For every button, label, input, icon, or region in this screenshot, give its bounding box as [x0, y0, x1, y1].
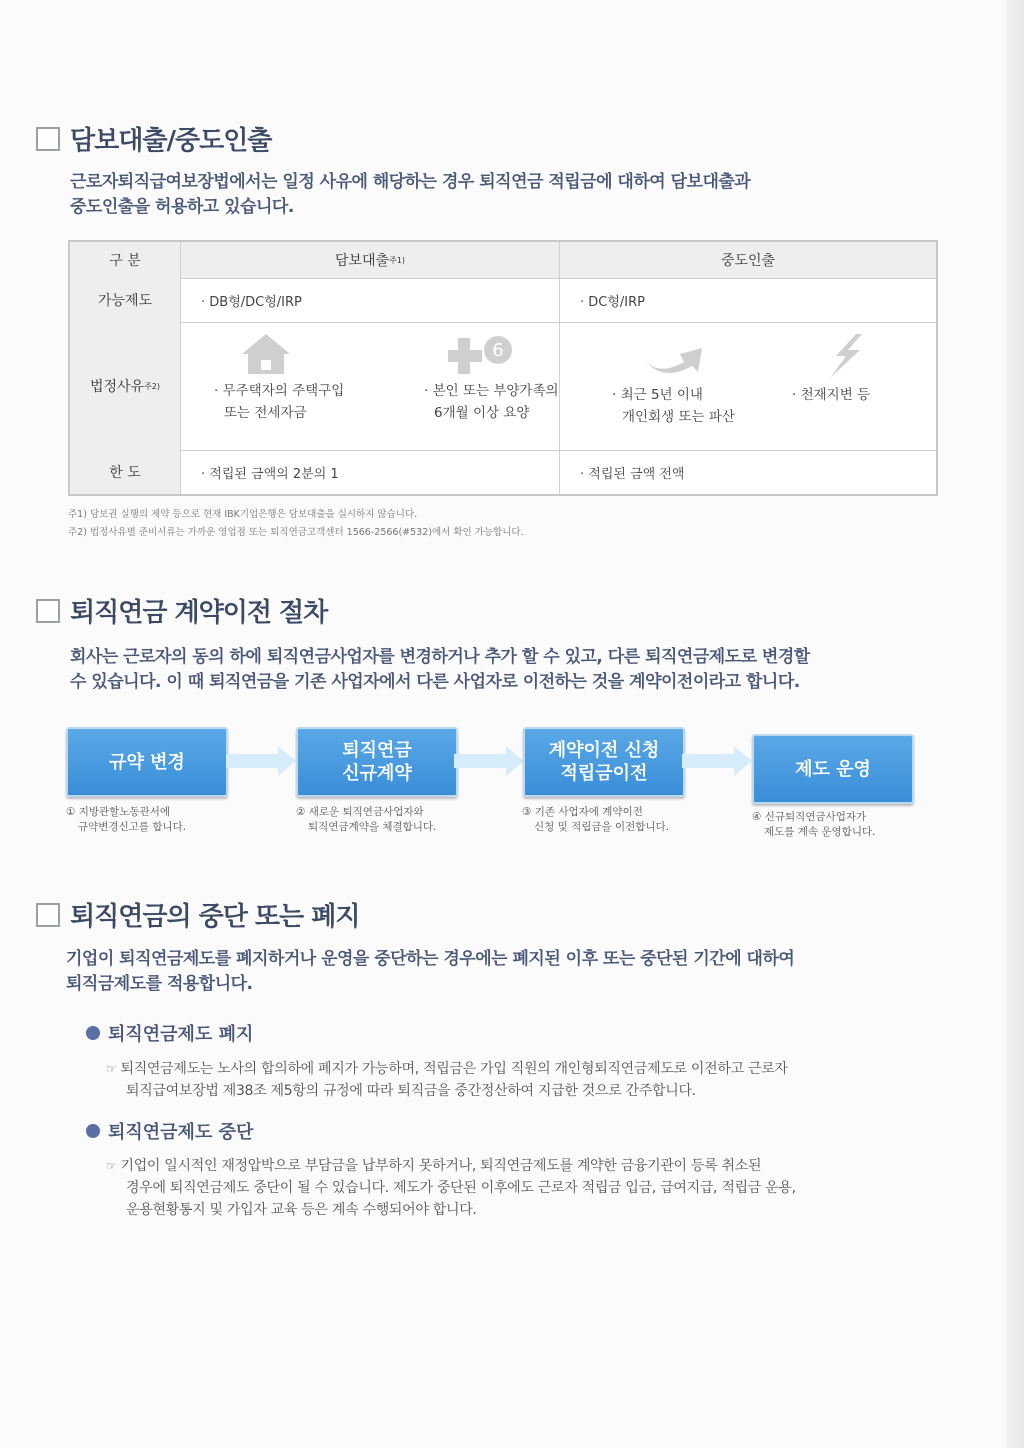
pointing-hand-icon: ☞ [106, 1159, 117, 1173]
table-header-loan: 담보대출 주1) [181, 242, 559, 278]
table-cell: · DC형/IRP [580, 294, 645, 310]
footnotes [68, 506, 524, 542]
table-cell: · DB형/DC형/IRP [201, 294, 302, 310]
svg-text:6: 6 [492, 340, 504, 361]
page-edge [1006, 0, 1024, 1448]
section-title-text: 퇴직연금의 중단 또는 폐지 [70, 902, 360, 932]
reason-item: 6 · 본인 또는 부양가족의 6개월 이상 요양 [408, 332, 578, 424]
intro-line: 회사는 근로자의 동의 하에 퇴직연금사업자를 변경하거나 추가 할 수 있고, 다른 퇴직연금제도로 변경할 [70, 647, 810, 667]
flow-arrow-icon [226, 746, 296, 776]
checkbox-square-icon [36, 127, 60, 151]
reason-item: · 무주택자의 주택구입 또는 전세자금 [198, 332, 368, 424]
flow-caption-2: ② 새로운 퇴직연금사업자와 퇴직연금계약을 체결합니다. [296, 806, 437, 833]
flow-step-2: 퇴직연금 신규계약 [296, 727, 458, 797]
flow-step-4: 제도 운영 [752, 734, 914, 804]
footnote-2: 주2) 법정사유별 준비서류는 가까운 영업점 또는 퇴직연금고객센터 1566-2566(#532)에서 확인 가능합니다. [68, 527, 524, 538]
flow-caption-1: ① 지방관할노동관서에 규약변경신고를 합니다. [66, 806, 187, 833]
footnote-1: 주1) 담보권 실행의 제약 등으로 현재 IBK기업은행은 담보대출을 실시하지 않습니다. [68, 509, 418, 520]
flow-arrow-icon [454, 746, 524, 776]
section-intro-transfer [70, 645, 950, 695]
intro-line: 수 있습니다. 이 때 퇴직연금을 기존 사업자에서 다른 사업자로 이전하는 것을 계약이전이라고 합니다. [70, 672, 800, 692]
section-title-loan [36, 120, 271, 157]
intro-line: 퇴직금제도를 적용합니다. [66, 974, 253, 994]
table-label-legal-reason: 법정사유 주2) [70, 322, 181, 450]
bullet-title-abolish: 퇴직연금제도 폐지 [86, 1020, 253, 1046]
intro-line: 근로자퇴직급여보장법에서는 일정 사유에 해당하는 경우 퇴직연금 적립금에 대하여 담보대출과 [70, 172, 751, 192]
bullet-dot-icon [86, 1026, 100, 1040]
table-row [70, 278, 936, 323]
intro-line: 기업이 퇴직연금제도를 폐지하거나 운영을 중단하는 경우에는 폐지된 이후 또는 중단된 기간에 대하여 [66, 949, 795, 969]
table-header-category: 구 분 [70, 242, 181, 278]
table-row [70, 322, 936, 451]
table-cell: · 적립된 금액 전액 [580, 466, 685, 482]
section-title-suspension [36, 896, 359, 933]
pointing-hand-icon: ☞ [106, 1062, 117, 1076]
section-intro-loan [70, 170, 930, 220]
checkbox-square-icon [36, 599, 60, 623]
reason-item: · 천재지변 등 [776, 332, 946, 406]
table-label-available: 가능제도 [70, 278, 181, 322]
table-header-withdraw: 중도인출 [560, 242, 936, 278]
bullet-dot-icon [86, 1124, 100, 1138]
flow-caption-4: ④ 신규퇴직연금사업자가 제도를 계속 운영합니다. [752, 811, 876, 838]
bullet-title-suspend: 퇴직연금제도 중단 [86, 1118, 253, 1144]
bullet-body-suspend: ☞ 기업이 일시적인 재정압박으로 부담금을 납부하지 못하거나, 퇴직연금제도를 계약한 금융기관이 등록 취소된 경우에 퇴직연금제도 중단이 될 수 있습니다. 제도가 중단된 이후에도 근로자 적립금 입금, 급여지급, 적립금 운용, 운용현황통지 및 가입자 교육 등은 계속 수행되어야 합니다. [106, 1158, 796, 1218]
checkbox-square-icon [36, 903, 60, 927]
table-row [70, 450, 936, 494]
flow-step-3: 계약이전 신청 적립금이전 [523, 727, 685, 797]
flow-step-1: 규약 변경 [66, 727, 228, 797]
loan-withdraw-table [68, 240, 938, 496]
curved-arrow-icon [636, 332, 716, 380]
section-title-transfer [36, 592, 327, 629]
table-label-limit: 한 도 [70, 450, 181, 494]
section-title-text: 담보대출/중도인출 [70, 126, 272, 156]
section-intro-suspension [66, 947, 946, 997]
table-row [70, 242, 936, 279]
bullet-body-abolish: ☞ 퇴직연금제도는 노사의 합의하에 폐지가 가능하며, 적립금은 가입 직원의 개인형퇴직연금제도로 이전하고 근로자 퇴직급여보장법 제38조 제5항의 규정에 따라 퇴직금을 중간정산하여 지급한 것으로 간주합니다. [106, 1061, 788, 1099]
reason-item: · 최근 5년 이내 개인회생 또는 파산 [596, 332, 766, 428]
medical-cross-icon [448, 332, 518, 376]
intro-line: 중도인출을 허용하고 있습니다. [70, 197, 294, 217]
lightning-icon [816, 332, 872, 380]
house-icon [238, 332, 294, 376]
section-title-text: 퇴직연금 계약이전 절차 [70, 598, 328, 628]
flow-caption-3: ③ 기존 사업자에 계약이전 신청 및 적립금을 이전합니다. [522, 806, 670, 833]
flow-arrow-icon [682, 746, 752, 776]
table-cell: · 적립된 금액의 2분의 1 [201, 466, 339, 482]
